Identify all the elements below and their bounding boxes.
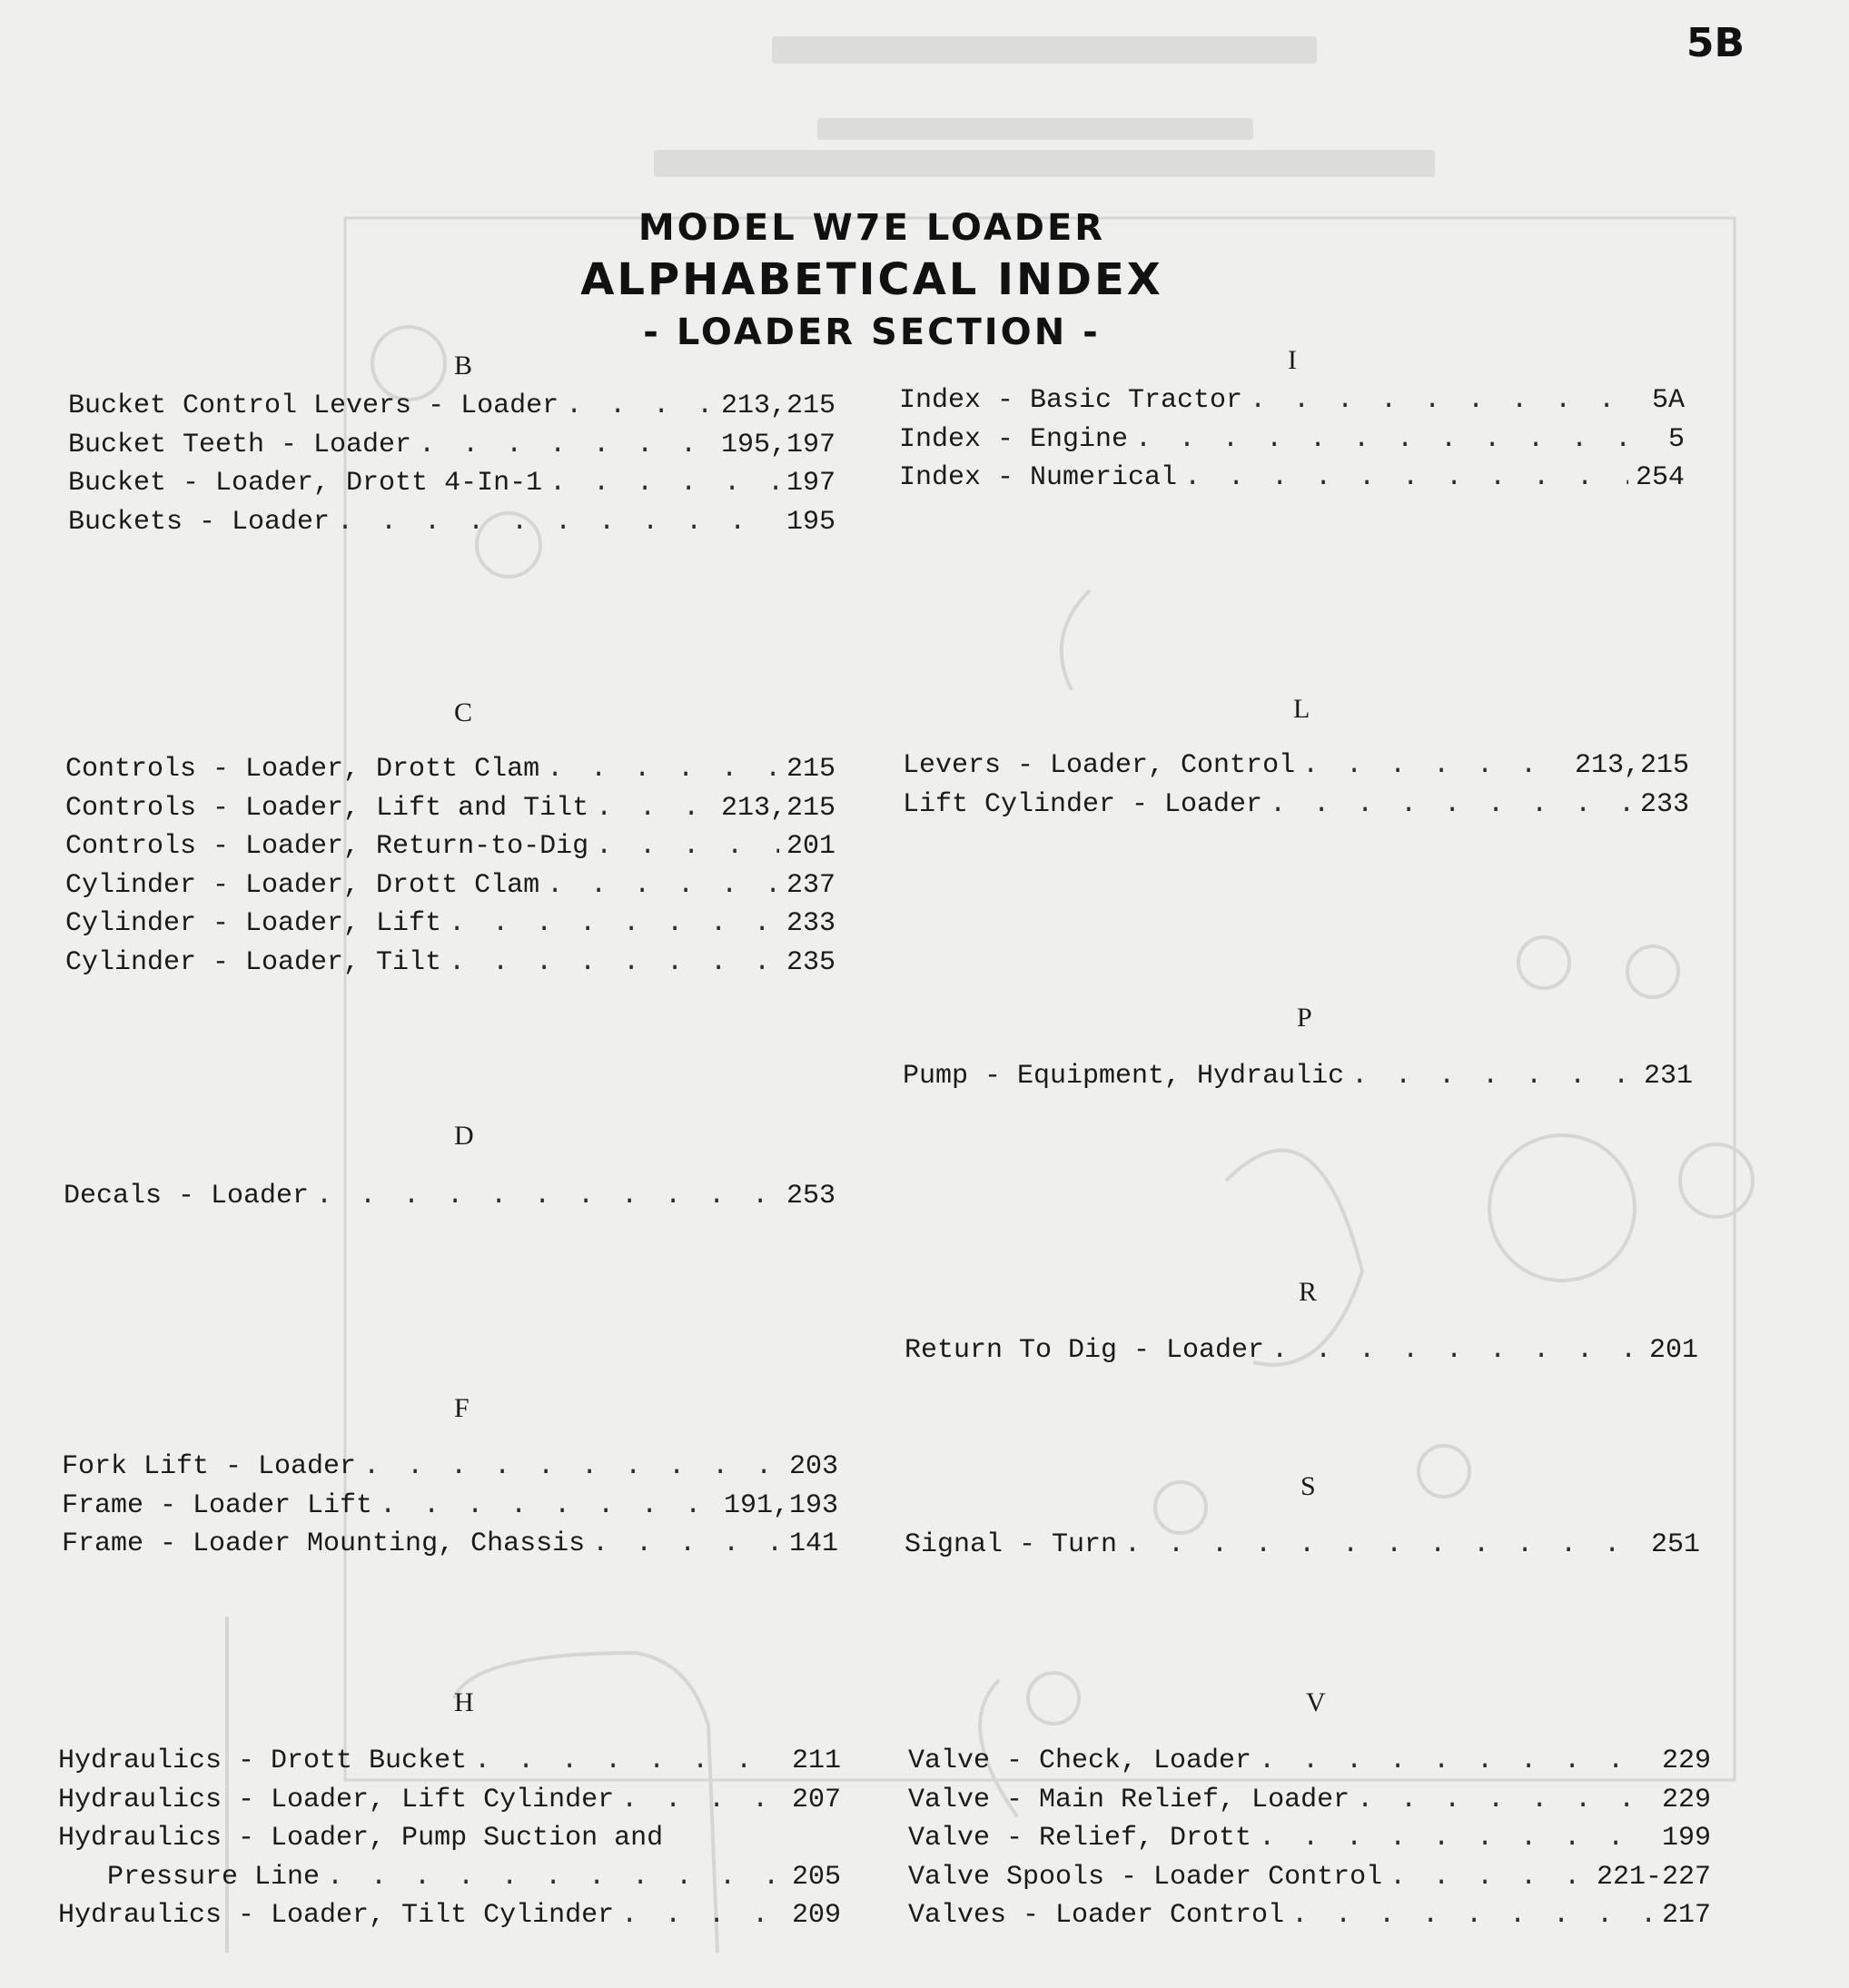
index-entry: Lift Cylinder - Loader . . . 233 xyxy=(903,786,1689,825)
index-entry: Valve Spools - Loader Control . . . 221-227 xyxy=(908,1858,1711,1897)
index-entry: Valve - Main Relief, Loader . . . 229 xyxy=(908,1781,1711,1820)
index-entry: Decals - Loader . . . 253 xyxy=(64,1177,836,1216)
index-entry: Bucket Control Levers - Loader . . . 213,215 xyxy=(68,387,836,426)
index-entry: Hydraulics - Loader, Pump Suction and xyxy=(58,1823,664,1854)
section-letter-p: P xyxy=(1297,1003,1312,1033)
index-entry: Cylinder - Loader, Lift . . . 233 xyxy=(65,905,836,944)
index-entry: Hydraulics - Drott Bucket . . . 211 xyxy=(58,1742,841,1781)
index-entry: Bucket - Loader, Drott 4-In-1 . . . 197 xyxy=(68,464,836,503)
index-entry: Hydraulics - Loader, Tilt Cylinder . . . 209 xyxy=(58,1896,841,1935)
page-title xyxy=(0,204,1744,357)
index-entry: Valve - Relief, Drott . . . 199 xyxy=(908,1819,1711,1858)
index-entry: Index - Engine . . . 5 xyxy=(899,420,1685,460)
page-number: 5B xyxy=(1686,20,1745,66)
title-model: MODEL W7E LOADER xyxy=(638,207,1106,249)
index-entry: Levers - Loader, Control . . . 213,215 xyxy=(903,747,1689,786)
index-entry: Controls - Loader, Lift and Tilt . . . 213,215 xyxy=(65,789,836,828)
section-letter-d: D xyxy=(454,1121,474,1151)
section-letter-s: S xyxy=(1300,1471,1316,1501)
index-entry: Cylinder - Loader, Drott Clam . . . 237 xyxy=(65,866,836,905)
index-section-c xyxy=(65,750,836,982)
index-entry: Frame - Loader Mounting, Chassis . . . 141 xyxy=(62,1525,838,1564)
index-section-v xyxy=(908,1742,1711,1935)
index-entry: Cylinder - Loader, Tilt . . . 235 xyxy=(65,944,836,983)
index-section-d xyxy=(64,1177,836,1216)
index-entry: Valve - Check, Loader . . . 229 xyxy=(908,1742,1711,1781)
index-section-l xyxy=(903,747,1689,824)
index-entry: Frame - Loader Lift . . . 191,193 xyxy=(62,1487,838,1526)
section-letter-r: R xyxy=(1299,1277,1318,1307)
index-entry-continuation: Pressure Line . . . 205 xyxy=(58,1858,841,1897)
index-section-b xyxy=(68,387,836,541)
index-entry: Fork Lift - Loader . . . 203 xyxy=(62,1448,838,1487)
section-letter-h: H xyxy=(454,1687,474,1717)
index-entry: Controls - Loader, Drott Clam . . . 215 xyxy=(65,750,836,789)
index-section-r xyxy=(905,1331,1698,1370)
index-entry: Pump - Equipment, Hydraulic . . . 231 xyxy=(903,1057,1693,1096)
index-entry: Buckets - Loader . . . 195 xyxy=(68,503,836,542)
section-letter-l: L xyxy=(1293,694,1310,724)
section-letter-f: F xyxy=(454,1393,470,1423)
index-section-h xyxy=(58,1742,841,1935)
index-section-s xyxy=(905,1526,1700,1565)
section-letter-i: I xyxy=(1288,345,1297,375)
index-entry: Controls - Loader, Return-to-Dig . . . 201 xyxy=(65,827,836,866)
index-entry: Signal - Turn . . . 251 xyxy=(905,1526,1700,1565)
title-section: - LOADER SECTION - xyxy=(643,312,1101,353)
index-section-f xyxy=(62,1448,838,1564)
index-entry: Valves - Loader Control . . . 217 xyxy=(908,1896,1711,1935)
index-entry: Return To Dig - Loader . . . 201 xyxy=(905,1331,1698,1370)
section-letter-b: B xyxy=(454,351,473,381)
index-section-i xyxy=(899,381,1685,498)
index-entry: Index - Basic Tractor . . . 5A xyxy=(899,381,1685,420)
title-index: ALPHABETICAL INDEX xyxy=(580,254,1163,305)
index-entry: Index - Numerical . . . 254 xyxy=(899,459,1685,498)
index-section-p xyxy=(903,1057,1693,1096)
section-letter-c: C xyxy=(454,697,473,727)
index-entry: Bucket Teeth - Loader . . . 195,197 xyxy=(68,426,836,465)
section-letter-v: V xyxy=(1306,1687,1326,1717)
index-entry: Hydraulics - Loader, Lift Cylinder . . . 207 xyxy=(58,1781,841,1820)
